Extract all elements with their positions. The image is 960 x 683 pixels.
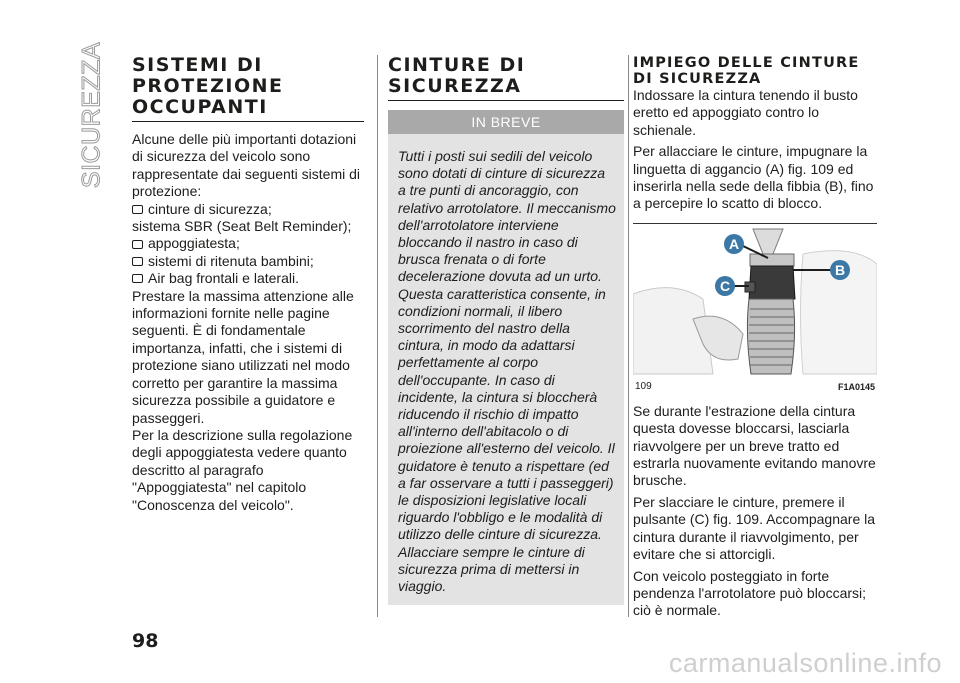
seat-belt-buckle-illustration [633, 224, 877, 382]
section-heading: CINTURE DI SICUREZZA [388, 55, 624, 101]
body-paragraph: Se durante l'estrazione della cintura questa dovesse bloccarsi, lasciarla riavvolgere per un breve tratto ed estrarla nuovamente evitando manovre brusche. [633, 402, 876, 489]
figure-code: F1A0145 [837, 381, 875, 392]
summary-text: Tutti i posti sui sedili del veicolo sono dotati di cinture di sicurezza a tre punti di ancoraggio, con relativo arrotolatore. Il meccanismo dell'arrotolatore interviene bloccando il nastro in caso di brusca frenata o di forte decelerazione dovuta ad un urto. Questa caratteristica consente, in condizioni normali, il libero scorrimento del nastro della cintura, in modo da adattarsi perfettamente al corpo dell'occupante. In caso di incidente, la cintura si bloccherà riducendo il rischio di impatto all'interno dell'abitacolo o di proiezione all'esterno del veicolo. Il guidatore è tenuto a rispettare (ed a far osservare a tutti i passeggeri) le disposizioni legislative locali riguardo l'obbligo e le modalità di utilizzo delle cinture di sicurezza. Allacciare sempre le cinture di sicurezza prima di mettersi in viaggio. [398, 148, 616, 595]
checkbox-bullet-icon [132, 274, 143, 283]
body-paragraph: Con veicolo posteggiato in forte pendenza l'arrotolatore può bloccarsi; ciò è normale. [633, 567, 867, 619]
svg-text:C: C [719, 277, 731, 294]
checkbox-bullet-icon [132, 205, 143, 214]
list-item: appoggiatesta; [132, 235, 364, 252]
body-paragraph: Prestare la massima attenzione alle informazioni fornite nelle pagine seguenti. È di fondamentale importanza, infatti, che i sistemi di protezione siano utilizzati nel modo corretto per garantire la massima sicurezza possibile a guidatore e passeggeri. [132, 287, 354, 426]
column-divider [628, 55, 629, 617]
watermark: carmanualsonline.info [668, 648, 942, 678]
body-paragraph: Indossare la cintura tenendo il busto eretto ed appoggiato contro lo schienale. [633, 87, 858, 138]
body-paragraph: Per allacciare le cinture, impugnare la linguetta di aggancio (A) fig. 109 ed inserirla nella sede della fibbia (B), fino a percepire lo scatto di blocco. [633, 143, 874, 212]
column-protection-systems [132, 55, 364, 514]
summary-box [388, 110, 624, 605]
page-number: 98 [132, 630, 159, 652]
checkbox-bullet-icon [132, 240, 143, 249]
body-paragraph: Per la descrizione sulla regolazione degli appoggiatesta vedere quanto descritto al paragrafo "Appoggiatesta" nel capitolo "Conoscenza del veicolo". [132, 426, 353, 513]
column-belt-usage [633, 55, 877, 620]
list-item: cinture di sicurezza; [132, 201, 364, 218]
svg-text:A: A [728, 235, 740, 252]
figure-seat-belt-buckle [633, 223, 877, 394]
intro-paragraph: Alcune delle più importanti dotazioni di sicurezza del veicolo sono rappresentate dai seguenti sistemi di protezione: [132, 131, 361, 200]
svg-text:B: B [834, 261, 846, 278]
summary-title: IN BREVE [388, 110, 624, 134]
list-item: sistema SBR (Seat Belt Reminder); [132, 218, 352, 235]
figure-number: 109 [635, 380, 652, 392]
checkbox-bullet-icon [132, 257, 143, 266]
subsection-heading: IMPIEGO DELLE CINTURE DI SICUREZZA [633, 55, 860, 87]
column-seat-belts [388, 55, 624, 605]
column-divider [377, 55, 378, 617]
section-side-label: SICUREZZA [77, 41, 106, 189]
section-heading: SISTEMI DI PROTEZIONE OCCUPANTI [132, 55, 364, 122]
list-item: Air bag frontali e laterali. [132, 270, 364, 287]
body-paragraph: Per slacciare le cinture, premere il pulsante (C) fig. 109. Accompagnare la cintura durante il riavvolgimento, per evitare che si attorcigli. [633, 493, 876, 563]
list-item: sistemi di ritenuta bambini; [132, 253, 364, 270]
protection-list [132, 201, 364, 288]
